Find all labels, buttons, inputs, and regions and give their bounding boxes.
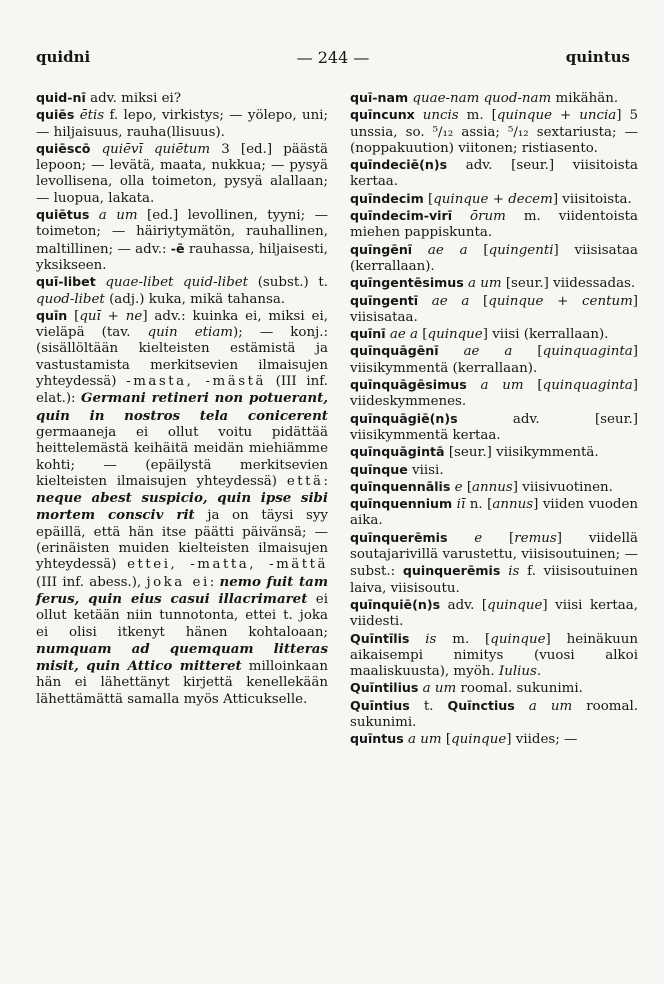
entry-text: viisi. (407, 462, 444, 478)
right-column (350, 90, 638, 749)
entry-text: (adj.) kuka, mikä tahansa. (104, 291, 286, 307)
dictionary-entry (350, 90, 638, 107)
headword: quīngentēsimus (350, 275, 464, 291)
entry-text: quinque (451, 732, 507, 748)
entry-text: 3 [ed.] päästä lepoon; — levätä, maata, nukkua; — pysyä levollisena, olla toimeton, pysyä alallaan; — luopua, lakata. (36, 141, 328, 206)
headword: -ē (170, 240, 185, 256)
headword: quīnquerēmis (350, 529, 448, 545)
headword: Quīntilius (350, 680, 419, 696)
entry-text: remus (514, 530, 557, 546)
dictionary-entry (350, 411, 638, 445)
entry-text: joka ei (146, 574, 210, 590)
entry-text: annus (492, 497, 534, 513)
entry-text: rauhassa, hiljaisesti, yksikseen. (36, 241, 328, 273)
entry-text: t. (409, 698, 448, 714)
entry-text: [ (512, 344, 543, 360)
dictionary-entry (350, 275, 638, 292)
headword: quīnquāgiē(n)s (350, 410, 458, 426)
entry-text: quinque (433, 191, 489, 207)
entry-text: ōrum (470, 209, 506, 225)
headword: quī-nam (350, 90, 409, 105)
entry-text: [ (423, 191, 434, 207)
entry-text: quingenti (488, 242, 554, 258)
entry-text: ae a (431, 293, 470, 309)
entry-text: adv. [seur.] viisikymmentä kertaa. (350, 411, 638, 443)
entry-text: n. [ (465, 497, 493, 513)
headword: quinquerēmis (402, 563, 501, 579)
entry-text: m. viidentoista miehen pappiskunta. (350, 209, 638, 241)
entry-text: iī (456, 497, 466, 513)
entry-text: adv. [ (440, 597, 488, 613)
entry-text: is (508, 564, 520, 580)
entry-text: ] viisisataa. (350, 293, 639, 325)
entry-text: quinque (496, 108, 553, 124)
entry-text (89, 208, 98, 223)
entry-text: ] viides; — (506, 732, 578, 748)
entry-text: quod-libet (36, 291, 105, 307)
entry-text: nemo fuit tam ferus, quin eius casui illacrimaret (36, 573, 329, 607)
headword: quīnquennium (350, 496, 453, 512)
entry-text: [ (482, 530, 515, 546)
entry-text: ] viidellä soutajarivillä varustettu, viisisoutuinen; — subst.: (350, 530, 638, 580)
entry-text: quiēvī quiētum (101, 141, 211, 157)
entry-text: ] viisisataa (kerrallaan). (350, 242, 638, 274)
entry-text: germaaneja ei ollut voitu pidättää heittelemästä keihäitä meidän miehiämme kohti; — (epäilystä merkitsevien kielteisten ilmaisujen yhteydessä) (36, 424, 328, 489)
dictionary-entry (36, 141, 328, 207)
entry-text: ei ollut ketään niin tunnotonta, ettei t. joka ei olisi itkenyt hänen kohtaloaan; (36, 591, 328, 640)
entry-text: quinquaginta (542, 378, 633, 394)
entry-text: decem (508, 191, 553, 207)
entry-text: e (474, 530, 483, 546)
entry-text: [ (441, 732, 452, 748)
dictionary-entry (350, 293, 638, 327)
entry-text: quinque (427, 327, 483, 343)
dictionary-entry (350, 208, 638, 242)
headword: quī-libet (36, 274, 96, 290)
dictionary-entry (36, 107, 328, 141)
entry-text: ] adv.: kuinka ei, miksi ei, vieläpä (tav. (36, 308, 328, 341)
dictionary-entry (350, 597, 638, 631)
dictionary-entry (350, 462, 638, 479)
dictionary-entry (350, 444, 638, 461)
headword: quīnquāgintā (350, 444, 445, 460)
entry-text: ae a (463, 344, 513, 360)
entry-text: ja on täysi syy epäillä, että hän itse päätti päivänsä; — (erinäisten muiden kielteisten ilmaisujen yhteydessä) (36, 508, 329, 573)
entry-text: m. [ (436, 631, 491, 647)
entry-text: ae a (389, 327, 419, 343)
entry-text: [ (67, 308, 80, 324)
left-column (36, 90, 328, 708)
entry-text: quinquaginta (542, 344, 633, 360)
entry-text: + (488, 191, 509, 207)
entry-text: adv. miksi ei? (85, 91, 182, 106)
entry-text: [seur.] viisikymmentä. (444, 445, 599, 461)
entry-text: roomal. sukunimi. (350, 698, 638, 730)
entry-text: adv. [seur.] viisitoista kertaa. (350, 158, 638, 190)
headword: quīnquiē(n)s (350, 596, 441, 612)
headword: quīnque (350, 461, 408, 477)
entry-text: : (323, 473, 328, 489)
dictionary-entry (350, 680, 638, 697)
dictionary-entry (350, 107, 638, 157)
headword: quiētus (36, 207, 90, 223)
entry-text: a um (408, 732, 442, 748)
entry-text: ] viisi (kerrallaan). (482, 327, 609, 343)
entry-text: ] viisitoista. (552, 191, 632, 207)
entry-text: ne (125, 308, 143, 324)
headword: quīnquennālis (350, 478, 451, 494)
entry-text (90, 142, 101, 157)
entry-text: f. viisisoutuinen laiva, viisisoutu. (350, 564, 638, 596)
entry-text: [ (469, 293, 489, 309)
entry-text: Iulius. (498, 664, 542, 680)
entry-text: a um (422, 681, 457, 697)
headword: quīn (36, 307, 68, 323)
entry-text: roomal. sukunimi. (456, 681, 583, 697)
headword: quīngēnī (350, 241, 413, 257)
entry-text (467, 378, 481, 393)
entry-text: ] viiden vuoden aika. (350, 497, 639, 529)
running-header (36, 48, 630, 72)
entry-text: neque abest suspicio, quin ipse sibi mortem consciv rit (36, 490, 328, 524)
entry-text: ae a (427, 242, 468, 258)
entry-text: quae-nam quod-nam (412, 91, 552, 106)
entry-text: + (100, 308, 126, 324)
dictionary-entry (350, 731, 638, 748)
entry-text: ētis (79, 108, 105, 124)
entry-text: a um (98, 208, 138, 224)
entry-text: quinque (490, 631, 546, 647)
entry-text: m. [ (458, 108, 497, 124)
entry-text: -masta, -mästä (126, 374, 266, 390)
entry-text: ettei, -matta, -mättä (127, 557, 329, 573)
headword: quīncunx (350, 107, 415, 123)
entry-text: quae-libet quid-libet (105, 275, 249, 291)
entry-text: (III inf. abess.), (36, 574, 147, 590)
entry-text: [ (523, 378, 543, 394)
entry-text: [ (467, 242, 489, 258)
entry-text: quinque (488, 293, 544, 309)
headword: Quīnctius (447, 697, 515, 713)
headword: quiēscō (36, 140, 91, 156)
entry-text: [ (418, 327, 428, 343)
entry-text: a um (480, 378, 524, 394)
dictionary-entry (36, 90, 328, 107)
entry-text (515, 699, 529, 714)
entry-text: ] viisivuotinen. (512, 479, 613, 495)
dictionary-entry (36, 308, 328, 708)
entry-text: + (543, 293, 583, 309)
headword: quīngentī (350, 292, 419, 308)
entry-text: quī (79, 308, 101, 324)
entry-text: annus (472, 479, 513, 495)
entry-text: [seur.] viidessadas. (501, 276, 636, 292)
headword: quīnquāgēsimus (350, 377, 467, 393)
entry-text: [ (462, 479, 473, 495)
entry-text: quin etiam (147, 325, 234, 341)
dictionary-entry (350, 496, 638, 530)
headword: quīndecim (350, 190, 424, 206)
entry-text: is (425, 631, 437, 647)
headword: quiēs (36, 107, 75, 123)
entry-text: ] viisi kertaa, viidesti. (350, 597, 638, 630)
entry-text: ] heinäkuun aikaisempi nimitys (vuosi alkoi maaliskuusta), myöh. (350, 631, 638, 680)
headword: Quīntius (350, 697, 410, 713)
header-last-headword: quintus (565, 48, 630, 66)
entry-text: uncia (579, 108, 617, 124)
dictionary-entry (350, 343, 638, 377)
headword: quid-nī (36, 90, 86, 105)
entry-text (96, 275, 106, 290)
dictionary-entry (350, 631, 638, 681)
entry-text: mikähän. (551, 91, 619, 106)
dictionary-entry (350, 698, 638, 732)
entry-text (452, 209, 470, 224)
entry-text: ); — konj.: (sisällöltään kielteisten estämistä ja vastustamista merkitsevien ilmaisujen yhteydessä) (36, 325, 328, 390)
entry-text: (III inf. elat.): (36, 374, 329, 407)
entry-text: quinque (487, 597, 543, 613)
headword: quīnquāgēnī (350, 343, 439, 359)
entry-text: a um (528, 698, 573, 714)
entry-text: f. lepo, virkistys; — yölepo, uni; — hiljaisuus, rauha(llisuus). (36, 108, 328, 140)
page-number: — 244 — (296, 48, 370, 67)
dictionary-entry (350, 377, 638, 411)
entry-text: milloinkaan hän ei lähettänyt kirjettä kenellekään lähettämättä samalla myös Atticukselle. (36, 659, 328, 707)
entry-text (418, 294, 432, 309)
dictionary-entry (350, 242, 638, 276)
entry-text (447, 531, 474, 546)
entry-text: : (209, 574, 220, 590)
entry-text: ] viideskymmenes. (350, 378, 639, 410)
entry-text: numquam ad quemquam litteras misit, quin Attico mitteret (36, 640, 328, 675)
headword: quīnī (350, 326, 386, 342)
entry-text: että (286, 473, 324, 489)
entry-text (439, 344, 464, 359)
entry-text: uncis (422, 108, 459, 124)
dictionary-entry (350, 530, 638, 597)
dictionary-entry (350, 191, 638, 208)
entry-text (409, 632, 425, 647)
entry-text: centum (582, 293, 633, 309)
dictionary-entry (350, 157, 638, 191)
entry-text: a um (468, 276, 502, 292)
entry-text: (subst.) t. (248, 275, 328, 291)
entry-text: e (454, 479, 463, 495)
header-first-headword: quidni (36, 48, 91, 66)
entry-text: + (552, 108, 580, 124)
entry-text: ] viisikymmentä (kerrallaan). (350, 344, 638, 376)
headword: quīndeciē(n)s (350, 157, 448, 173)
headword: quīntus (350, 731, 404, 747)
entry-text: Germani retineri non potuerant, quin in nostros tela conicerent (36, 390, 328, 424)
entry-text: [ed.] levollinen, tyyni; — toimeton; — häiriytymätön, rauhallinen, maltillinen; — adv.: (36, 208, 328, 257)
headword: quīndecim-virī (350, 208, 453, 224)
dictionary-entry (350, 479, 638, 496)
dictionary-entry (350, 326, 638, 343)
dictionary-entry (36, 207, 328, 274)
headword: Quīntīlis (350, 630, 410, 646)
entry-text: ] 5 unssia, so. ⁵/₁₂ assia; ⁵/₁₂ sextariusta; — (noppakuution) viitonen; ristiasento. (350, 108, 638, 156)
entry-text (415, 108, 423, 123)
entry-text (412, 243, 428, 258)
dictionary-entry (36, 274, 328, 308)
